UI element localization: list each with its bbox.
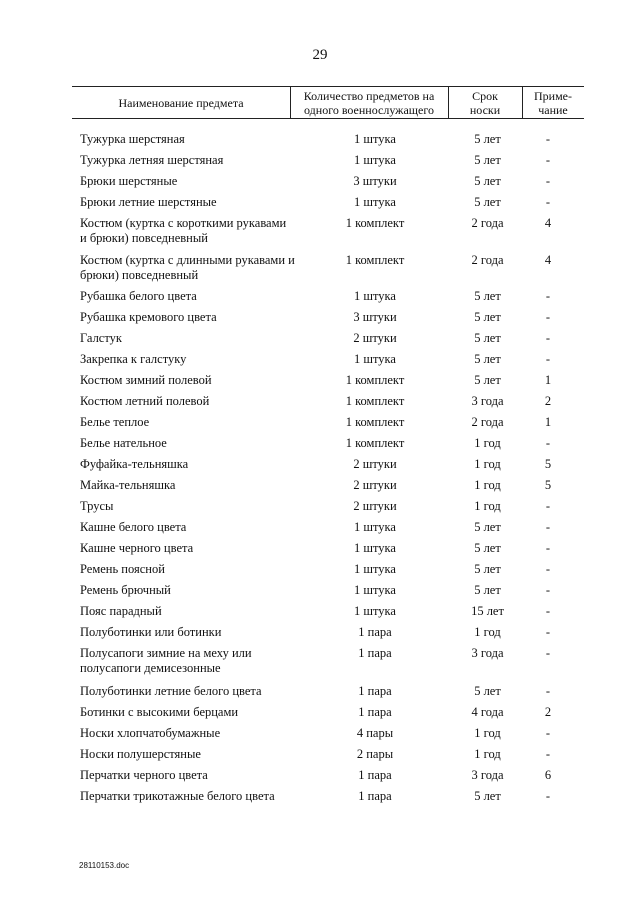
- item-note: -: [545, 310, 551, 324]
- item-quantity: 2 штуки: [353, 457, 397, 471]
- item-quantity: 2 пары: [356, 747, 394, 761]
- item-quantity: 1 комплект: [345, 253, 405, 267]
- item-term: 5 лет: [474, 562, 501, 576]
- item-note: 4: [544, 253, 552, 267]
- item-term: 5 лет: [474, 174, 501, 188]
- item-name: Рубашка кремового цвета: [80, 310, 217, 324]
- header-term-line1: Срок: [472, 88, 498, 103]
- header-term-line2: носки: [469, 102, 501, 117]
- header-qty-line1: Количество предметов на: [303, 88, 435, 103]
- item-note: -: [545, 352, 551, 366]
- item-name: Полуботинки или ботинки: [80, 625, 222, 639]
- item-name: Белье нательное: [80, 436, 167, 450]
- item-term: 1 год: [474, 747, 501, 761]
- item-term: 4 года: [471, 705, 504, 719]
- item-name: Пояс парадный: [80, 604, 162, 618]
- item-quantity: 2 штуки: [353, 331, 397, 345]
- item-note: 2: [544, 705, 552, 719]
- item-note: -: [545, 541, 551, 555]
- item-name: Кашне белого цвета: [80, 520, 187, 534]
- page-number: 29: [312, 47, 328, 63]
- item-name: Тужурка летняя шерстяная: [80, 153, 224, 167]
- item-quantity: 1 штука: [354, 132, 396, 146]
- item-note: 1: [544, 373, 552, 387]
- item-name: Галстук: [80, 331, 122, 345]
- item-name: Полусапоги зимние на меху или полусапоги демисезонные: [80, 646, 252, 675]
- header-note-line1: Приме-: [533, 88, 572, 103]
- item-name: Фуфайка-тельняшка: [80, 457, 189, 471]
- item-quantity: 1 пара: [358, 646, 392, 660]
- item-name: Майка-тельняшка: [80, 478, 176, 492]
- item-name: Костюм (куртка с длинными рукавами и брюки) повседневный: [80, 253, 295, 282]
- item-term: 1 год: [474, 478, 501, 492]
- item-term: 5 лет: [474, 195, 501, 209]
- item-term: 1 год: [474, 436, 501, 450]
- header-note-cell: [522, 86, 584, 119]
- item-note: -: [545, 195, 551, 209]
- item-term: 2 года: [471, 216, 504, 230]
- header-qty-cell: [290, 86, 448, 119]
- item-name: Костюм летний полевой: [80, 394, 210, 408]
- item-name: Белье теплое: [80, 415, 150, 429]
- item-name: Перчатки трикотажные белого цвета: [80, 789, 275, 803]
- item-note: -: [545, 436, 551, 450]
- item-term: 5 лет: [474, 352, 501, 366]
- item-quantity: 2 штуки: [353, 478, 397, 492]
- item-term: 5 лет: [474, 789, 501, 803]
- item-note: 2: [544, 394, 552, 408]
- item-name: Костюм зимний полевой: [80, 373, 212, 387]
- item-quantity: 1 пара: [358, 684, 392, 698]
- item-term: 3 года: [471, 768, 504, 782]
- item-quantity: 2 штуки: [353, 499, 397, 513]
- item-term: 3 года: [471, 646, 504, 660]
- item-name: Кашне черного цвета: [80, 541, 194, 555]
- item-term: 1 год: [474, 457, 501, 471]
- file-code: 28110153.doc: [79, 861, 130, 870]
- header-name-cell: [72, 86, 290, 119]
- item-quantity: 3 штуки: [353, 310, 397, 324]
- item-note: -: [545, 289, 551, 303]
- item-quantity: 1 штука: [354, 352, 396, 366]
- item-quantity: 1 штука: [354, 562, 396, 576]
- item-quantity: 1 штука: [354, 153, 396, 167]
- item-note: -: [545, 684, 551, 698]
- item-name: Закрепка к галстуку: [80, 352, 187, 366]
- item-name: Костюм (куртка с короткими рукавами и брюки) повседневный: [80, 216, 287, 245]
- item-term: 5 лет: [474, 541, 501, 555]
- item-note: -: [545, 747, 551, 761]
- item-note: -: [545, 562, 551, 576]
- item-note: -: [545, 331, 551, 345]
- item-quantity: 4 пары: [356, 726, 394, 740]
- item-note: 6: [544, 768, 552, 782]
- item-name: Ремень брючный: [80, 583, 171, 597]
- item-note: -: [545, 499, 551, 513]
- item-note: 4: [544, 216, 552, 230]
- item-note: -: [545, 604, 551, 618]
- item-quantity: 1 штука: [354, 541, 396, 555]
- item-name: Брюки летние шерстяные: [80, 195, 217, 209]
- item-note: -: [545, 132, 551, 146]
- item-term: 1 год: [474, 499, 501, 513]
- item-term: 5 лет: [474, 684, 501, 698]
- item-term: 3 года: [471, 394, 504, 408]
- item-term: 1 год: [474, 726, 501, 740]
- item-name: Полуботинки летние белого цвета: [80, 684, 262, 698]
- item-term: 5 лет: [474, 583, 501, 597]
- item-term: 5 лет: [474, 373, 501, 387]
- header-name: Наименование предмета: [118, 95, 244, 110]
- item-quantity: 1 штука: [354, 604, 396, 618]
- item-term: 2 года: [471, 253, 504, 267]
- item-quantity: 1 пара: [358, 768, 392, 782]
- item-quantity: 1 комплект: [345, 216, 405, 230]
- item-quantity: 1 штука: [354, 583, 396, 597]
- item-name: Брюки шерстяные: [80, 174, 178, 188]
- item-note: -: [545, 520, 551, 534]
- item-note: -: [545, 153, 551, 167]
- item-term: 2 года: [471, 415, 504, 429]
- item-quantity: 1 пара: [358, 625, 392, 639]
- item-note: -: [545, 726, 551, 740]
- item-quantity: 1 штука: [354, 520, 396, 534]
- item-note: -: [545, 583, 551, 597]
- item-quantity: 1 комплект: [345, 394, 405, 408]
- item-term: 5 лет: [474, 289, 501, 303]
- item-name: Тужурка шерстяная: [80, 132, 185, 146]
- item-quantity: 1 штука: [354, 289, 396, 303]
- table-header: [72, 86, 584, 119]
- item-term: 15 лет: [471, 604, 504, 618]
- header-term-cell: [448, 86, 522, 119]
- item-name: Носки полушерстяные: [80, 747, 201, 761]
- item-note: -: [545, 625, 551, 639]
- item-note: 1: [544, 415, 552, 429]
- item-term: 5 лет: [474, 132, 501, 146]
- item-note: -: [545, 789, 551, 803]
- item-quantity: 1 комплект: [345, 415, 405, 429]
- item-name: Ремень поясной: [80, 562, 165, 576]
- item-note: 5: [544, 457, 552, 471]
- item-name: Перчатки черного цвета: [80, 768, 208, 782]
- item-quantity: 1 комплект: [345, 373, 405, 387]
- item-term: 5 лет: [474, 520, 501, 534]
- item-name: Трусы: [80, 499, 114, 513]
- header-qty-line2: одного военнослужащего: [304, 102, 434, 117]
- item-term: 5 лет: [474, 310, 501, 324]
- item-quantity: 1 штука: [354, 195, 396, 209]
- item-quantity: 1 пара: [358, 789, 392, 803]
- item-term: 5 лет: [474, 153, 501, 167]
- item-quantity: 3 штуки: [353, 174, 397, 188]
- item-name: Рубашка белого цвета: [80, 289, 197, 303]
- item-quantity: 1 комплект: [345, 436, 405, 450]
- item-quantity: 1 пара: [358, 705, 392, 719]
- item-term: 5 лет: [474, 331, 501, 345]
- header-note-line2: чание: [538, 102, 568, 117]
- item-note: 5: [544, 478, 552, 492]
- item-note: -: [545, 174, 551, 188]
- item-name: Ботинки с высокими берцами: [80, 705, 239, 719]
- item-note: -: [545, 646, 551, 660]
- item-term: 1 год: [474, 625, 501, 639]
- item-name: Носки хлопчатобумажные: [80, 726, 221, 740]
